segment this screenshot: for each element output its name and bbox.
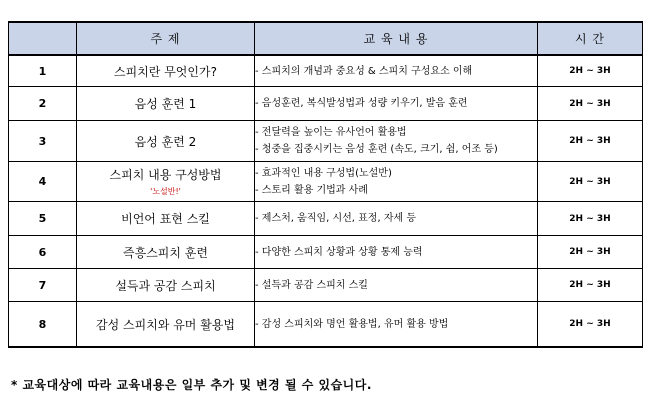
table-row — [9, 302, 643, 348]
header-number — [9, 22, 77, 55]
header-content: 교 육 내 용 — [255, 22, 538, 55]
curriculum-table — [8, 21, 643, 348]
row-subject: 음성 훈련 2 — [77, 121, 255, 162]
row-number: 6 — [9, 236, 77, 269]
row-content — [255, 236, 538, 269]
content-line: - 다양한 스피치 상황과 상황 통제 능력 — [255, 246, 423, 258]
table-row — [9, 269, 643, 302]
row-content — [255, 55, 538, 87]
row-subject-cell — [77, 162, 255, 202]
header-subject: 주 제 — [77, 22, 255, 55]
row-number: 8 — [9, 302, 77, 348]
table-row — [9, 236, 643, 269]
row-time: 2H ~ 3H — [538, 269, 643, 302]
row-time: 2H ~ 3H — [538, 236, 643, 269]
row-subject: 스피치란 무엇인가? — [77, 55, 255, 87]
table-row — [9, 162, 643, 202]
table-row — [9, 121, 643, 162]
table-row — [9, 202, 643, 236]
row-number: 2 — [9, 87, 77, 121]
row-time: 2H ~ 3H — [538, 202, 643, 236]
row-number: 4 — [9, 162, 77, 202]
row-subject: 음성 훈련 1 — [77, 87, 255, 121]
row-content — [255, 121, 538, 162]
row-time: 2H ~ 3H — [538, 55, 643, 87]
row-subject: 설득과 공감 스피치 — [77, 269, 255, 302]
row-time: 2H ~ 3H — [538, 302, 643, 348]
content-line: - 감성 스피치와 명언 활용법, 유머 활용 방법 — [255, 318, 449, 330]
subject-note: '노설반!' — [150, 187, 181, 196]
content-line: - 스토리 활용 기법과 사례 — [255, 184, 368, 196]
header-time: 시 간 — [538, 22, 643, 55]
row-number: 1 — [9, 55, 77, 87]
row-number: 5 — [9, 202, 77, 236]
row-number: 7 — [9, 269, 77, 302]
content-line: - 효과적인 내용 구성법(노설반) — [255, 167, 392, 179]
content-line: - 청중을 집중시키는 음성 훈련 (속도, 크기, 쉼, 어조 등) — [255, 144, 498, 155]
table-row — [9, 87, 643, 121]
row-content — [255, 87, 538, 121]
row-content — [255, 202, 538, 236]
row-subject: 스피치 내용 구성방법 — [109, 168, 222, 182]
content-line: - 제스처, 움직임, 시선, 표정, 자세 등 — [255, 213, 416, 224]
row-subject: 즉흥스피치 훈련 — [77, 236, 255, 269]
row-subject: 비언어 표현 스킬 — [77, 202, 255, 236]
table-header-row — [9, 22, 643, 55]
row-content — [255, 269, 538, 302]
row-content — [255, 302, 538, 348]
row-time: 2H ~ 3H — [538, 121, 643, 162]
footnote: * 교육대상에 따라 교육내용은 일부 추가 및 변경 될 수 있습니다. — [11, 378, 372, 392]
row-time: 2H ~ 3H — [538, 87, 643, 121]
content-line: - 스피치의 개념과 중요성 & 스피치 구성요소 이해 — [255, 65, 473, 77]
row-content — [255, 162, 538, 202]
content-line: - 전달력을 높이는 유사언어 활용법 — [255, 127, 407, 138]
row-time: 2H ~ 3H — [538, 162, 643, 202]
row-subject: 감성 스피치와 유머 활용법 — [77, 302, 255, 348]
content-line: - 설득과 공감 스피치 스킬 — [255, 279, 368, 291]
row-number: 3 — [9, 121, 77, 162]
content-line: - 음성훈련, 복식발성법과 성량 키우기, 발음 훈련 — [255, 98, 468, 109]
table-row — [9, 55, 643, 87]
